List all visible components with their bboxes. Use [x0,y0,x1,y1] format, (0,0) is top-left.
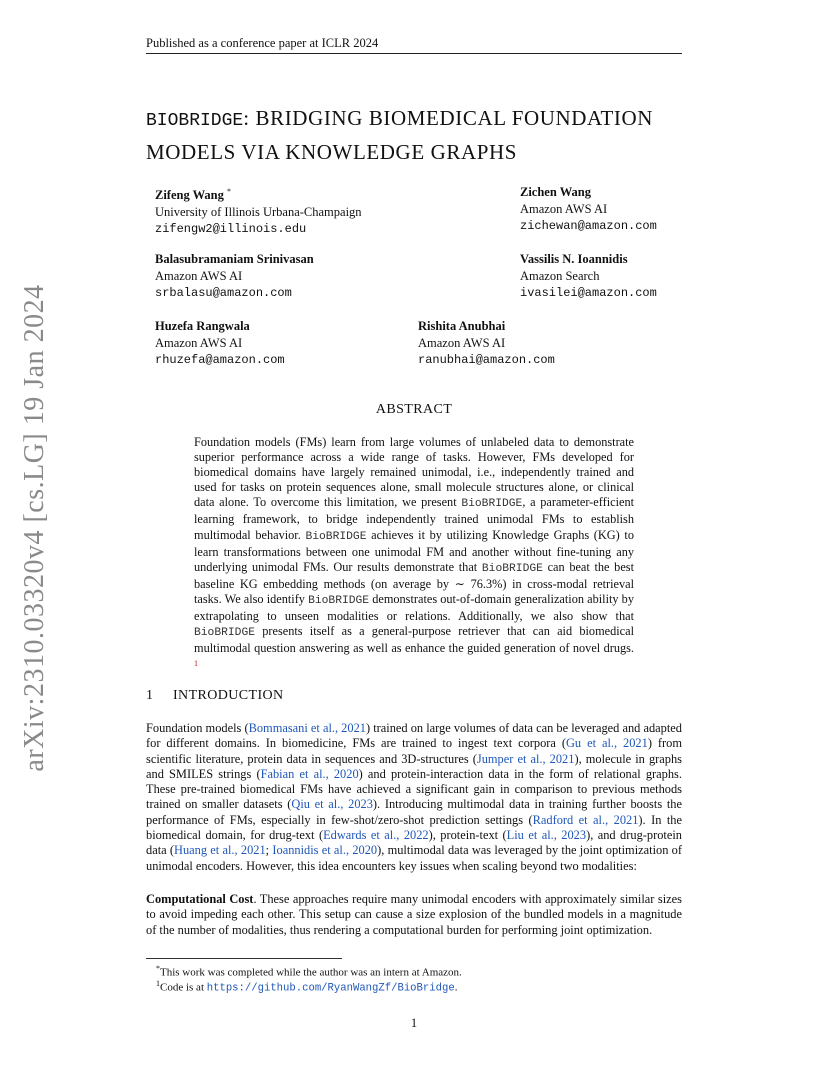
intro-text: ) trained on large volumes of data can be leveraged and adapted for different domains. In biomedicine, FMs are trained to ingest text corpora ( [146,721,683,751]
citation-link[interactable]: Jumper et al., 2021 [476,751,575,766]
intro-text: ), and drug-protein data ( [146,828,682,858]
author-email[interactable]: zifengw2@illinois.edu [155,222,307,237]
author-block [418,318,555,369]
intro-text: ) and protein-interaction data in the form of relational graphs. These pre-trained biomedical FMs have achieved a significant gain in comparison to previous methods trained on smaller datasets ( [146,766,682,812]
abstract-sentence: can beat the best baseline KG embedding methods (on average by ∼ 76.3%) in cross-modal retrieval tasks. We also identify [194,559,634,606]
footnote-link[interactable]: 1 [194,659,198,669]
paragraph-text: . These approaches require many unimodal encoders with approximately similar sizes to avoid impeding each other. This setup can cause a size explosion of the bundled models in a magnitude of the number of modalities, thus rendering a computational burden for performing joint optimization. [146,892,682,937]
citation-link[interactable]: Liu et al., 2023 [506,828,587,843]
author-affiliation: Amazon Search [520,268,600,283]
abstract-sentence: presents itself as a general-purpose retriever that can aid biomedical multimodal question answering as well as enhance the guided generation of novel drugs. [194,624,634,656]
intro-text: Foundation models ( [146,721,249,735]
page-number: 1 [410,1016,418,1030]
citation-link[interactable]: Radford et al., 2021 [532,812,639,827]
title-bioBridge: BIOBRIDGE [146,111,244,131]
intro-text: ), protein-text ( [428,828,507,843]
header-rule [146,53,682,54]
citation-link[interactable]: Edwards et al., 2022 [323,828,429,843]
method-name: BioBRIDGE [305,530,367,543]
footnote-mark: 1 [156,979,160,988]
abstract-heading: ABSTRACT [375,402,453,417]
method-name: BioBRIDGE [481,562,543,575]
footnote-text: . [454,981,458,994]
method-name: BioBRIDGE [308,594,370,607]
author-email[interactable]: ranubhai@amazon.com [418,353,555,367]
running-header: Published as a conference paper at ICLR 2024 [146,36,379,50]
method-name: BioBRIDGE [194,627,256,640]
author-affiliation: Amazon AWS AI [155,268,243,283]
abstract-sentence: Foundation models (FMs) learn from large volumes of unlabeled data to demonstrate superior performance across a wide range of tasks. However, FMs developed for biomedical domains have largely remained unimodal, i.e., independently trained and used for tasks on protein sequences alone, small molecule structures alone, or clinical data alone. To overcome this limitation, we present [194,435,634,510]
footnote-text: Code is at [160,981,207,994]
citation-link[interactable]: Fabian et al., 2020 [260,766,359,781]
abstract-sentence: achieves it by utilizing Knowledge Graphs (KG) to learn transformations between one unimodal FM and another without fine-tuning any underlying unimodal FMs. Our results demonstrate that [194,527,634,574]
abstract-sentence: , a parameter-efficient learning framework, to bridge independently trained unimodal FMs to establish multimodal behavior. [194,495,635,542]
section-number: 1 [146,688,154,703]
author-block [520,184,657,235]
paper-title [146,103,706,168]
section-title: INTRODUCTION [173,688,284,703]
author-email[interactable]: ivasilei@amazon.com [520,286,657,300]
method-name: BioBRIDGE [461,498,523,511]
author-block [155,318,285,369]
paragraph-label: Computational Cost [146,892,254,906]
author-affiliation: Amazon AWS AI [520,201,608,216]
author-block [155,184,362,238]
author-block [155,251,314,302]
abstract-text [194,435,634,676]
arxiv-watermark: arXiv:2310.03320v4 [cs.LG] 19 Jan 2024 [19,284,50,772]
citation-link[interactable]: Bommasani et al., 2021 [248,721,366,735]
intro-text: ). Introducing multimodal data in training further boosts the performance of FMs, especially in few-shot/zero-shot prediction settings ( [146,797,682,827]
author-email[interactable]: zichewan@amazon.com [520,219,657,233]
section-heading [146,688,284,704]
author-name: Vassilis N. Ioannidis [520,252,628,266]
intro-text: ), molecule in graphs and SMILES strings ( [146,751,682,781]
title-line1-rest: : BRIDGING BIOMEDICAL FOUNDATION [243,106,654,130]
title-line2: MODELS VIA KNOWLEDGE GRAPHS [146,140,518,164]
citation-link[interactable]: Qiu et al., 2023 [291,797,373,812]
author-affiliation: Amazon AWS AI [155,335,243,350]
author-email[interactable]: srbalasu@amazon.com [155,286,292,300]
author-block [520,251,657,302]
intro-text: ). In the biomedical domain, for drug-text ( [146,812,682,843]
author-affiliation: University of Illinois Urbana-Champaign [155,204,362,219]
author-name: Rishita Anubhai [418,319,506,333]
author-name: Balasubramaniam Srinivasan [155,252,314,266]
intro-text: ) from scientific literature, protein data in sequences and 3D-structures ( [146,736,682,766]
author-name: Zichen Wang [520,185,591,199]
author-name: Huzefa Rangwala [155,319,250,333]
intro-paragraph [146,721,682,874]
author-mark: * [227,187,232,196]
author-affiliation: Amazon AWS AI [418,335,506,350]
author-name: Zifeng Wang [155,188,224,203]
footnote-text: This work was completed while the author was an intern at Amazon. [160,966,462,979]
citation-link[interactable]: Ioannidis et al., 2020 [272,843,378,858]
footnote-rule [146,958,342,959]
citation-link[interactable]: Gu et al., 2021 [565,736,648,751]
intro-text: ; [265,843,273,858]
abstract-sentence: demonstrates out-of-domain generalization ability by extrapolating to unseen modalities or relations. Additionally, we also show that [194,591,634,624]
citation-link[interactable]: Huang et al., 2021 [174,843,266,858]
cost-paragraph [146,892,682,938]
code-url-link[interactable]: https://github.com/RyanWangZf/BioBridge [206,982,455,995]
author-email[interactable]: rhuzefa@amazon.com [155,353,285,367]
footnote-2 [156,977,457,996]
footnote-mark: * [156,964,160,973]
intro-text: ), multimodal data was leveraged by the joint optimization of unimodal encoders. However, this idea encounters key issues when scaling beyond two modalities: [146,843,682,873]
